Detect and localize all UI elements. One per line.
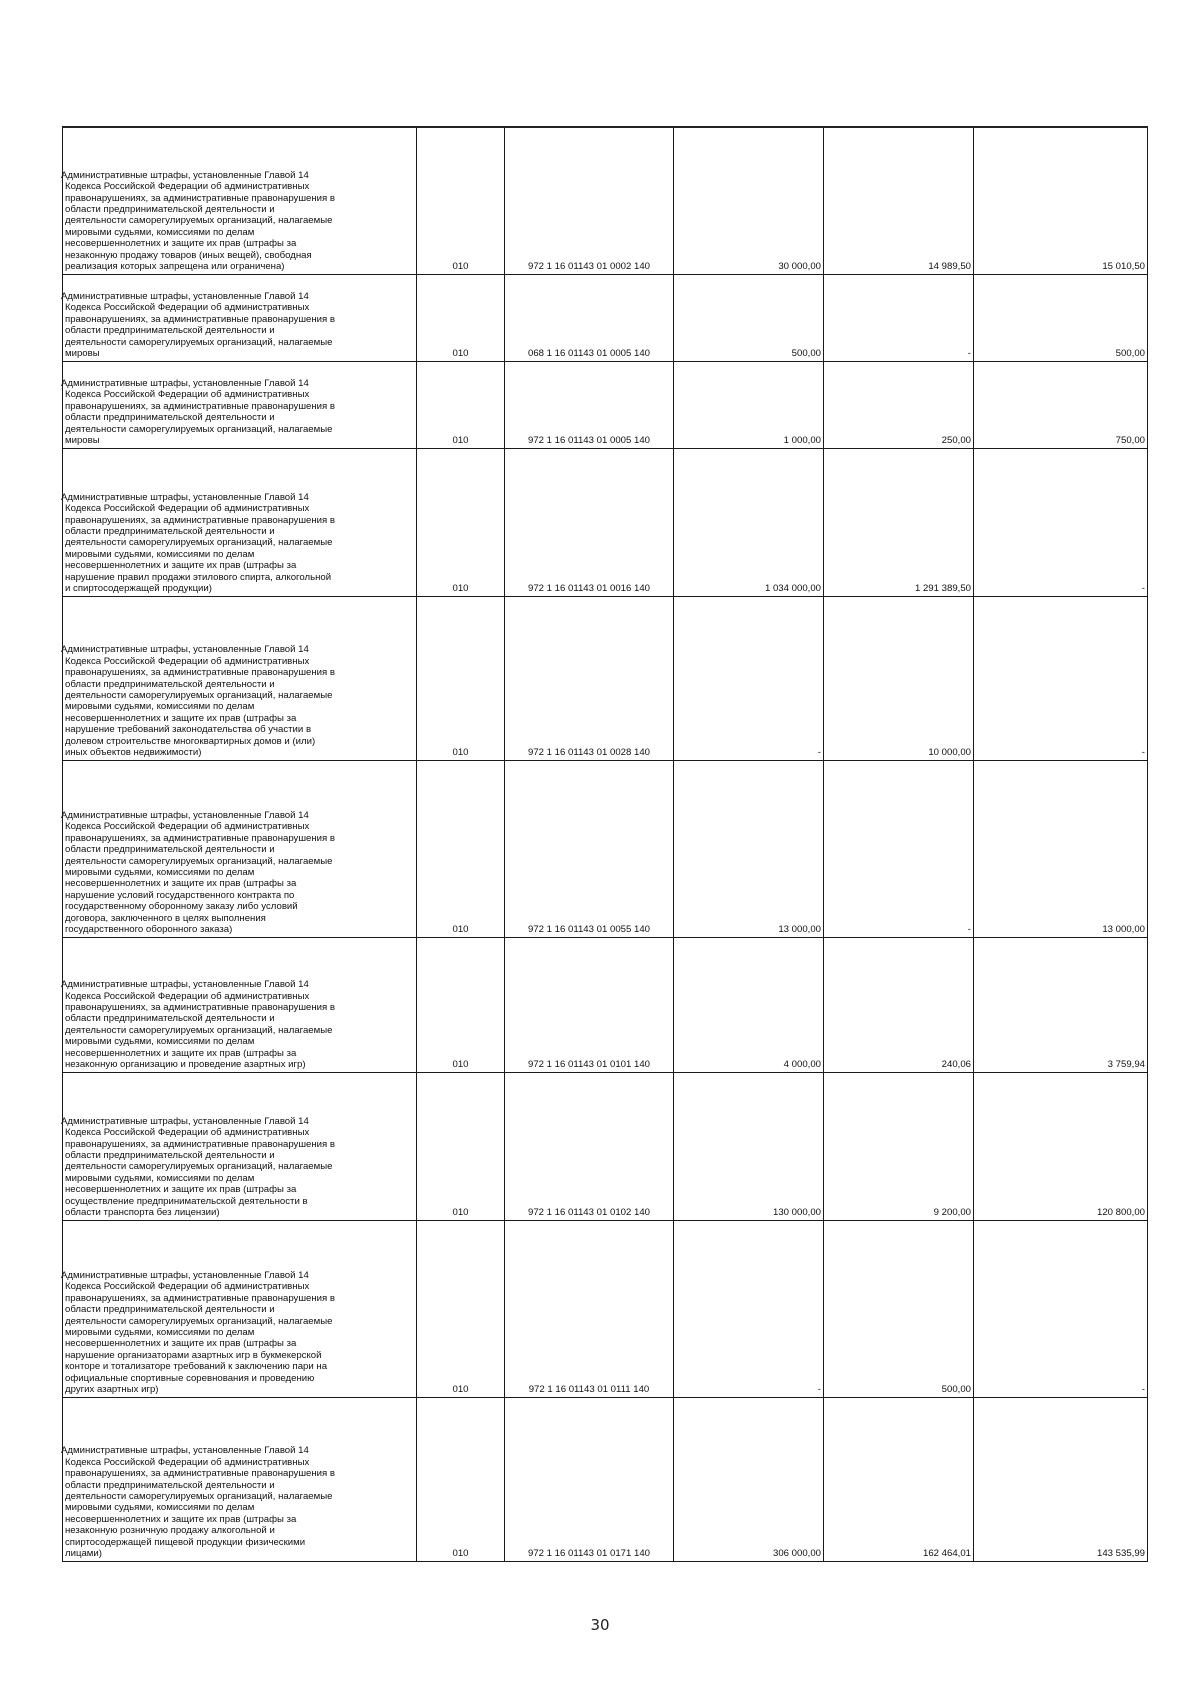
approved-amount: 306 000,00 — [674, 1397, 824, 1561]
row-description: Административные штрафы, установленные Главой 14 Кодекса Российской Федерации об административных правонарушениях, за административные правонарушения в области предпринимательской деятельности и деятельности саморегулируемых организаций, налагаемые мировы — [63, 361, 417, 448]
kbk-code: 972 1 16 01143 01 0171 140 — [505, 1397, 674, 1561]
kbk-code: 972 1 16 01143 01 0002 140 — [505, 127, 674, 274]
approved-amount: - — [674, 596, 824, 760]
approved-amount: 1 000,00 — [674, 361, 824, 448]
line-code: 010 — [417, 274, 505, 361]
row-description: Административные штрафы, установленные Главой 14 Кодекса Российской Федерации об административных правонарушениях, за административные правонарушения в области предпринимательской деятельности и деятельности саморегулируемых организаций, налагаемые мировыми судьями, комиссиями по делам несовершеннолетних и защите их прав (штрафы за нарушение условий государственного контракта по государственному оборонному заказу либо условий договора, заключенного в целях выполнения государственного оборонного заказа) — [63, 760, 417, 937]
approved-amount: 1 034 000,00 — [674, 448, 824, 596]
executed-amount: 10 000,00 — [824, 596, 974, 760]
row-description: Административные штрафы, установленные Главой 14 Кодекса Российской Федерации об административных правонарушениях, за административные правонарушения в области предпринимательской деятельности и деятельности саморегулируемых организаций, налагаемые мировыми судьями, комиссиями по делам несовершеннолетних и защите их прав (штрафы за незаконную розничную продажу алкогольной и спиртосодержащей пищевой продукции физическими лицами) — [63, 1397, 417, 1561]
kbk-code: 972 1 16 01143 01 0102 140 — [505, 1072, 674, 1220]
approved-amount: 500,00 — [674, 274, 824, 361]
executed-amount: 1 291 389,50 — [824, 448, 974, 596]
kbk-code: 972 1 16 01143 01 0101 140 — [505, 937, 674, 1072]
row-description: Административные штрафы, установленные Главой 14 Кодекса Российской Федерации об административных правонарушениях, за административные правонарушения в области предпринимательской деятельности и деятельности саморегулируемых организаций, налагаемые мировыми судьями, комиссиями по делам несовершеннолетних и защите их прав (штрафы за незаконную продажу товаров (иных вещей), свободная реализация которых запрещена или ограничена) — [63, 127, 417, 274]
approved-amount: 30 000,00 — [674, 127, 824, 274]
row-description: Административные штрафы, установленные Главой 14 Кодекса Российской Федерации об административных правонарушениях, за административные правонарушения в области предпринимательской деятельности и деятельности саморегулируемых организаций, налагаемые мировыми судьями, комиссиями по делам несовершеннолетних и защите их прав (штрафы за осуществление предпринимательской деятельности в области транспорта без лицензии) — [63, 1072, 417, 1220]
kbk-code: 972 1 16 01143 01 0111 140 — [505, 1220, 674, 1397]
not-executed-amount: - — [974, 448, 1148, 596]
line-code: 010 — [417, 1397, 505, 1561]
executed-amount: 240,06 — [824, 937, 974, 1072]
line-code: 010 — [417, 1072, 505, 1220]
not-executed-amount: 13 000,00 — [974, 760, 1148, 937]
executed-amount: - — [824, 274, 974, 361]
line-code: 010 — [417, 361, 505, 448]
line-code: 010 — [417, 760, 505, 937]
table-row — [63, 448, 1148, 596]
kbk-code: 972 1 16 01143 01 0055 140 — [505, 760, 674, 937]
line-code: 010 — [417, 937, 505, 1072]
line-code: 010 — [417, 1220, 505, 1397]
row-description: Административные штрафы, установленные Главой 14 Кодекса Российской Федерации об административных правонарушениях, за административные правонарушения в области предпринимательской деятельности и деятельности саморегулируемых организаций, налагаемые мировыми судьями, комиссиями по делам несовершеннолетних и защите их прав (штрафы за незаконную организацию и проведение азартных игр) — [63, 937, 417, 1072]
executed-amount: 250,00 — [824, 361, 974, 448]
table-row — [63, 1072, 1148, 1220]
table-row — [63, 127, 1148, 274]
not-executed-amount: 15 010,50 — [974, 127, 1148, 274]
not-executed-amount: 500,00 — [974, 274, 1148, 361]
executed-amount: - — [824, 760, 974, 937]
table-row — [63, 361, 1148, 448]
table-row — [63, 937, 1148, 1072]
table-row — [63, 596, 1148, 760]
executed-amount: 500,00 — [824, 1220, 974, 1397]
line-code: 010 — [417, 596, 505, 760]
approved-amount: 130 000,00 — [674, 1072, 824, 1220]
not-executed-amount: 120 800,00 — [974, 1072, 1148, 1220]
page-number: 30 — [590, 1616, 610, 1634]
executed-amount: 9 200,00 — [824, 1072, 974, 1220]
table-row — [63, 760, 1148, 937]
revenue-table — [62, 126, 1148, 1562]
not-executed-amount: - — [974, 1220, 1148, 1397]
not-executed-amount: 750,00 — [974, 361, 1148, 448]
not-executed-amount: 3 759,94 — [974, 937, 1148, 1072]
approved-amount: - — [674, 1220, 824, 1397]
row-description: Административные штрафы, установленные Главой 14 Кодекса Российской Федерации об административных правонарушениях, за административные правонарушения в области предпринимательской деятельности и деятельности саморегулируемых организаций, налагаемые мировыми судьями, комиссиями по делам несовершеннолетних и защите их прав (штрафы за нарушение правил продажи этилового спирта, алкогольной и спиртосодержащей продукции) — [63, 448, 417, 596]
approved-amount: 4 000,00 — [674, 937, 824, 1072]
row-description: Административные штрафы, установленные Главой 14 Кодекса Российской Федерации об административных правонарушениях, за административные правонарушения в области предпринимательской деятельности и деятельности саморегулируемых организаций, налагаемые мировыми судьями, комиссиями по делам несовершеннолетних и защите их прав (штрафы за нарушение организаторами азартных игр в букмекерской конторе и тотализаторе требований к заключению пари на официальные спортивные соревнования и проведению других азартных игр) — [63, 1220, 417, 1397]
line-code: 010 — [417, 127, 505, 274]
kbk-code: 068 1 16 01143 01 0005 140 — [505, 274, 674, 361]
table-row — [63, 274, 1148, 361]
row-description: Административные штрафы, установленные Главой 14 Кодекса Российской Федерации об административных правонарушениях, за административные правонарушения в области предпринимательской деятельности и деятельности саморегулируемых организаций, налагаемые мировы — [63, 274, 417, 361]
kbk-code: 972 1 16 01143 01 0005 140 — [505, 361, 674, 448]
kbk-code: 972 1 16 01143 01 0016 140 — [505, 448, 674, 596]
not-executed-amount: 143 535,99 — [974, 1397, 1148, 1561]
line-code: 010 — [417, 448, 505, 596]
executed-amount: 14 989,50 — [824, 127, 974, 274]
kbk-code: 972 1 16 01143 01 0028 140 — [505, 596, 674, 760]
approved-amount: 13 000,00 — [674, 760, 824, 937]
table-row — [63, 1220, 1148, 1397]
not-executed-amount: - — [974, 596, 1148, 760]
table-row — [63, 1397, 1148, 1561]
row-description: Административные штрафы, установленные Главой 14 Кодекса Российской Федерации об административных правонарушениях, за административные правонарушения в области предпринимательской деятельности и деятельности саморегулируемых организаций, налагаемые мировыми судьями, комиссиями по делам несовершеннолетних и защите их прав (штрафы за нарушение требований законодательства об участии в долевом строительстве многоквартирных домов и (или) иных объектов недвижимости) — [63, 596, 417, 760]
executed-amount: 162 464,01 — [824, 1397, 974, 1561]
